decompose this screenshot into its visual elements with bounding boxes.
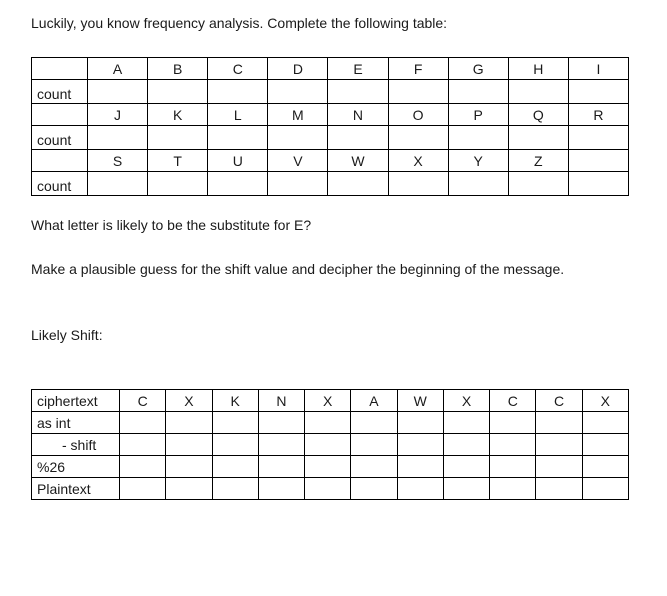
count-entry-cell[interactable] [388,172,448,196]
entry-cell[interactable] [536,456,582,478]
entry-cell[interactable] [258,412,304,434]
count-entry-cell[interactable] [508,172,568,196]
question-shift-guess: Make a plausible guess for the shift value and decipher the beginning of the message. [31,261,565,277]
entry-cell[interactable] [397,412,443,434]
count-entry-cell[interactable] [148,80,208,104]
letter-cell: L [208,104,268,126]
entry-cell[interactable] [212,412,258,434]
letter-cell: U [208,150,268,172]
letter-cell: O [388,104,448,126]
count-entry-cell[interactable] [448,80,508,104]
count-entry-cell[interactable] [328,126,388,150]
count-row [32,172,629,196]
letter-cell: C [208,58,268,80]
ciphertext-letter: C [490,390,536,412]
entry-cell[interactable] [166,456,212,478]
entry-cell[interactable] [490,478,536,500]
count-row [32,80,629,104]
plaintext-label: Plaintext [32,478,120,500]
entry-cell[interactable] [536,434,582,456]
frequency-table [31,57,629,196]
ciphertext-letter: X [582,390,628,412]
ciphertext-letter: X [166,390,212,412]
count-entry-cell[interactable] [328,80,388,104]
ciphertext-letter: K [212,390,258,412]
mod-26-row [32,456,629,478]
count-entry-cell[interactable] [508,80,568,104]
letter-cell: J [88,104,148,126]
count-entry-cell[interactable] [568,80,628,104]
letter-cell: P [448,104,508,126]
minus-shift-row [32,434,629,456]
minus-shift-label: - shift [32,434,120,456]
count-entry-cell[interactable] [328,172,388,196]
ciphertext-label: ciphertext [32,390,120,412]
entry-cell[interactable] [212,478,258,500]
count-entry-cell[interactable] [268,126,328,150]
row-label-empty [32,150,88,172]
decipher-table [31,389,629,500]
count-entry-cell[interactable] [448,126,508,150]
letter-cell: K [148,104,208,126]
count-label: count [32,126,88,150]
entry-cell[interactable] [120,456,166,478]
entry-cell[interactable] [120,434,166,456]
ciphertext-letter: A [351,390,397,412]
count-entry-cell[interactable] [208,172,268,196]
entry-cell[interactable] [582,478,628,500]
entry-cell[interactable] [351,478,397,500]
letter-cell: H [508,58,568,80]
likely-shift-label: Likely Shift: [31,327,103,343]
entry-cell[interactable] [351,412,397,434]
ciphertext-letter: C [536,390,582,412]
question-e-substitute: What letter is likely to be the substitute for E? [31,217,312,233]
entry-cell[interactable] [351,456,397,478]
entry-cell[interactable] [443,434,489,456]
entry-cell[interactable] [397,456,443,478]
entry-cell[interactable] [305,478,351,500]
letter-row [32,58,629,80]
letter-cell [568,150,628,172]
plaintext-row [32,478,629,500]
ciphertext-letter: N [258,390,304,412]
letter-cell: X [388,150,448,172]
count-entry-cell[interactable] [448,172,508,196]
letter-row [32,150,629,172]
entry-cell[interactable] [582,412,628,434]
count-entry-cell[interactable] [388,126,448,150]
entry-cell[interactable] [582,456,628,478]
entry-cell[interactable] [536,412,582,434]
as-int-label: as int [32,412,120,434]
entry-cell[interactable] [166,412,212,434]
entry-cell[interactable] [166,434,212,456]
letter-cell: Z [508,150,568,172]
letter-cell: Y [448,150,508,172]
letter-cell: V [268,150,328,172]
entry-cell[interactable] [120,478,166,500]
count-label: count [32,80,88,104]
count-entry-cell[interactable] [148,172,208,196]
entry-cell[interactable] [490,434,536,456]
letter-cell: N [328,104,388,126]
entry-cell[interactable] [258,456,304,478]
count-entry-cell[interactable] [508,126,568,150]
as-int-row [32,412,629,434]
ciphertext-letter: W [397,390,443,412]
letter-cell: Q [508,104,568,126]
row-label-empty [32,104,88,126]
ciphertext-letter: X [305,390,351,412]
entry-cell[interactable] [397,478,443,500]
letter-cell: S [88,150,148,172]
entry-cell[interactable] [397,434,443,456]
entry-cell[interactable] [582,434,628,456]
ciphertext-letter: C [120,390,166,412]
entry-cell[interactable] [305,434,351,456]
count-entry-cell[interactable] [88,172,148,196]
entry-cell[interactable] [258,434,304,456]
letter-cell: B [148,58,208,80]
entry-cell[interactable] [166,478,212,500]
ciphertext-row [32,390,629,412]
entry-cell[interactable] [120,412,166,434]
count-entry-cell[interactable] [268,80,328,104]
count-entry-cell[interactable] [568,126,628,150]
entry-cell[interactable] [443,412,489,434]
entry-cell[interactable] [212,456,258,478]
entry-cell[interactable] [212,434,258,456]
entry-cell[interactable] [443,478,489,500]
mod-26-label: %26 [32,456,120,478]
letter-row [32,104,629,126]
entry-cell[interactable] [351,434,397,456]
intro-text: Luckily, you know frequency analysis. Complete the following table: [31,15,448,31]
letter-cell: R [568,104,628,126]
row-label-empty [32,58,88,80]
letter-cell: D [268,58,328,80]
letter-cell: M [268,104,328,126]
count-entry-cell[interactable] [88,80,148,104]
letter-cell: A [88,58,148,80]
letter-cell: F [388,58,448,80]
entry-cell[interactable] [536,478,582,500]
count-entry-cell[interactable] [388,80,448,104]
entry-cell[interactable] [490,412,536,434]
letter-cell: E [328,58,388,80]
count-entry-cell[interactable] [568,172,628,196]
entry-cell[interactable] [258,478,304,500]
count-label: count [32,172,88,196]
entry-cell[interactable] [490,456,536,478]
count-entry-cell[interactable] [268,172,328,196]
letter-cell: W [328,150,388,172]
count-entry-cell[interactable] [208,126,268,150]
letter-cell: T [148,150,208,172]
count-entry-cell[interactable] [88,126,148,150]
count-row [32,126,629,150]
count-entry-cell[interactable] [208,80,268,104]
entry-cell[interactable] [443,456,489,478]
count-entry-cell[interactable] [148,126,208,150]
letter-cell: I [568,58,628,80]
entry-cell[interactable] [305,412,351,434]
letter-cell: G [448,58,508,80]
entry-cell[interactable] [305,456,351,478]
ciphertext-letter: X [443,390,489,412]
